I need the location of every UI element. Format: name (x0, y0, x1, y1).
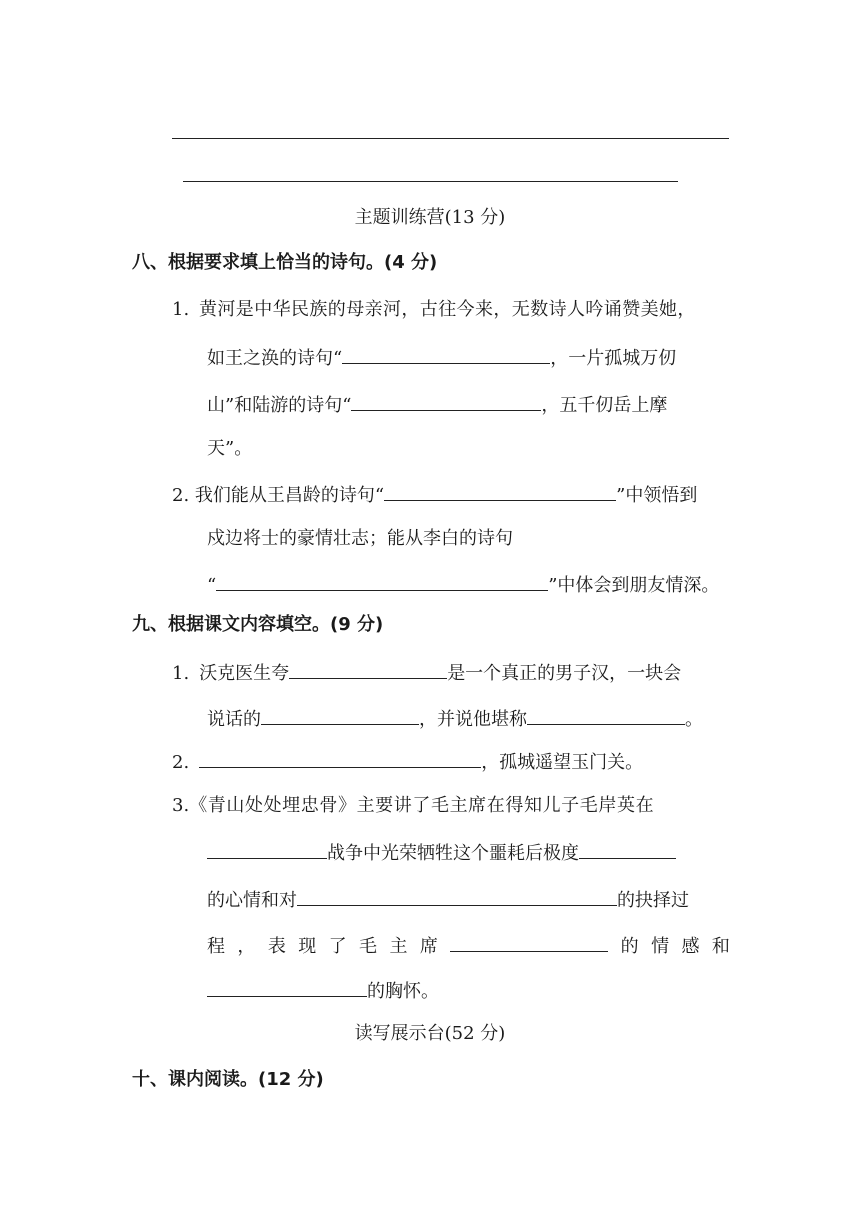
question-text-justified (207, 933, 730, 959)
char: 和 (711, 936, 730, 957)
text-segment: 的抉择过 (617, 890, 689, 911)
question-text (207, 887, 689, 913)
question-heading: 八、根据要求填上恰当的诗句。(4 分) (132, 252, 438, 273)
answer-blank[interactable] (207, 840, 327, 859)
text-segment: 说话的 (207, 709, 261, 730)
question-text (172, 482, 697, 508)
answer-blank[interactable] (579, 840, 676, 859)
item-number: 3. (172, 795, 190, 816)
text-segment: ，孤城遥望玉门关。 (481, 752, 644, 773)
answer-blank[interactable] (450, 933, 608, 952)
answer-blank[interactable] (351, 392, 541, 411)
text-segment: 如王之涣的诗句“ (207, 348, 343, 369)
char: 了 (328, 936, 347, 957)
char: 主 (389, 936, 408, 957)
char: 的 (620, 936, 639, 957)
text-segment: 的胸怀。 (367, 981, 439, 1002)
answer-blank[interactable] (527, 706, 685, 725)
answer-blank[interactable] (289, 660, 447, 679)
question-text (172, 660, 681, 686)
text-segment: ”中体会到朋友情深。 (548, 575, 720, 596)
text-segment: 的心情和对 (207, 890, 297, 911)
text-segment: “ (207, 575, 217, 596)
question-text (207, 978, 439, 1004)
question-text (207, 572, 719, 598)
question-text (207, 706, 703, 732)
question-heading: 九、根据课文内容填空。(9 分) (132, 614, 384, 635)
text-segment: 战争中光荣牺牲这个噩耗后极度 (327, 843, 579, 864)
answer-blank[interactable] (261, 706, 419, 725)
char: 毛 (359, 936, 378, 957)
char: 情 (651, 936, 670, 957)
answer-blank[interactable] (384, 482, 616, 501)
text-segment: 沃克医生夸 (199, 663, 290, 684)
text-segment: ，并说他堪称 (419, 709, 527, 730)
answer-line (183, 181, 678, 182)
question-text: 天”。 (207, 438, 253, 459)
question-heading: 十、课内阅读。(12 分) (132, 1069, 324, 1090)
char: 席 (419, 936, 438, 957)
text-segment: 山”和陆游的诗句“ (207, 395, 352, 416)
item-number: 1. (172, 299, 190, 320)
question-text (172, 794, 654, 818)
answer-blank[interactable] (207, 978, 367, 997)
text-segment: 《青山处处埋忠骨》主要讲了毛主席在得知儿子毛岸英在 (189, 795, 655, 816)
answer-blank[interactable] (216, 572, 548, 591)
question-text (172, 749, 643, 775)
question-text (207, 345, 676, 371)
question-text (207, 840, 676, 866)
char: 现 (298, 936, 317, 957)
item-number: 1. (172, 663, 190, 684)
char: ， (237, 936, 256, 957)
question-text: 戍边将士的豪情壮志；能从李白的诗句 (207, 528, 513, 549)
section-title: 读写展示台(52 分) (354, 1023, 506, 1044)
answer-line (172, 138, 729, 139)
question-text (207, 392, 667, 418)
answer-blank[interactable] (199, 749, 481, 768)
text-segment: ，一片孤城万仞 (550, 348, 677, 369)
section-title: 主题训练营(13 分) (354, 207, 506, 228)
text-segment: ，五千仞岳上摩 (541, 395, 668, 416)
question-text: 黄河是中华民族的母亲河，古往今来，无数诗人吟诵赞美她， (199, 299, 696, 320)
char: 表 (267, 936, 286, 957)
answer-blank[interactable] (297, 887, 617, 906)
item-number: 2. (172, 752, 190, 773)
answer-blank[interactable] (342, 345, 550, 364)
text-segment: 我们能从王昌龄的诗句“ (194, 485, 385, 506)
text-segment: 是一个真正的男子汉，一块会 (447, 663, 682, 684)
text-segment: 。 (685, 709, 703, 730)
char: 程 (207, 936, 225, 957)
char: 感 (681, 936, 700, 957)
item-number: 2. (172, 485, 190, 506)
text-segment: ”中领悟到 (616, 485, 698, 506)
